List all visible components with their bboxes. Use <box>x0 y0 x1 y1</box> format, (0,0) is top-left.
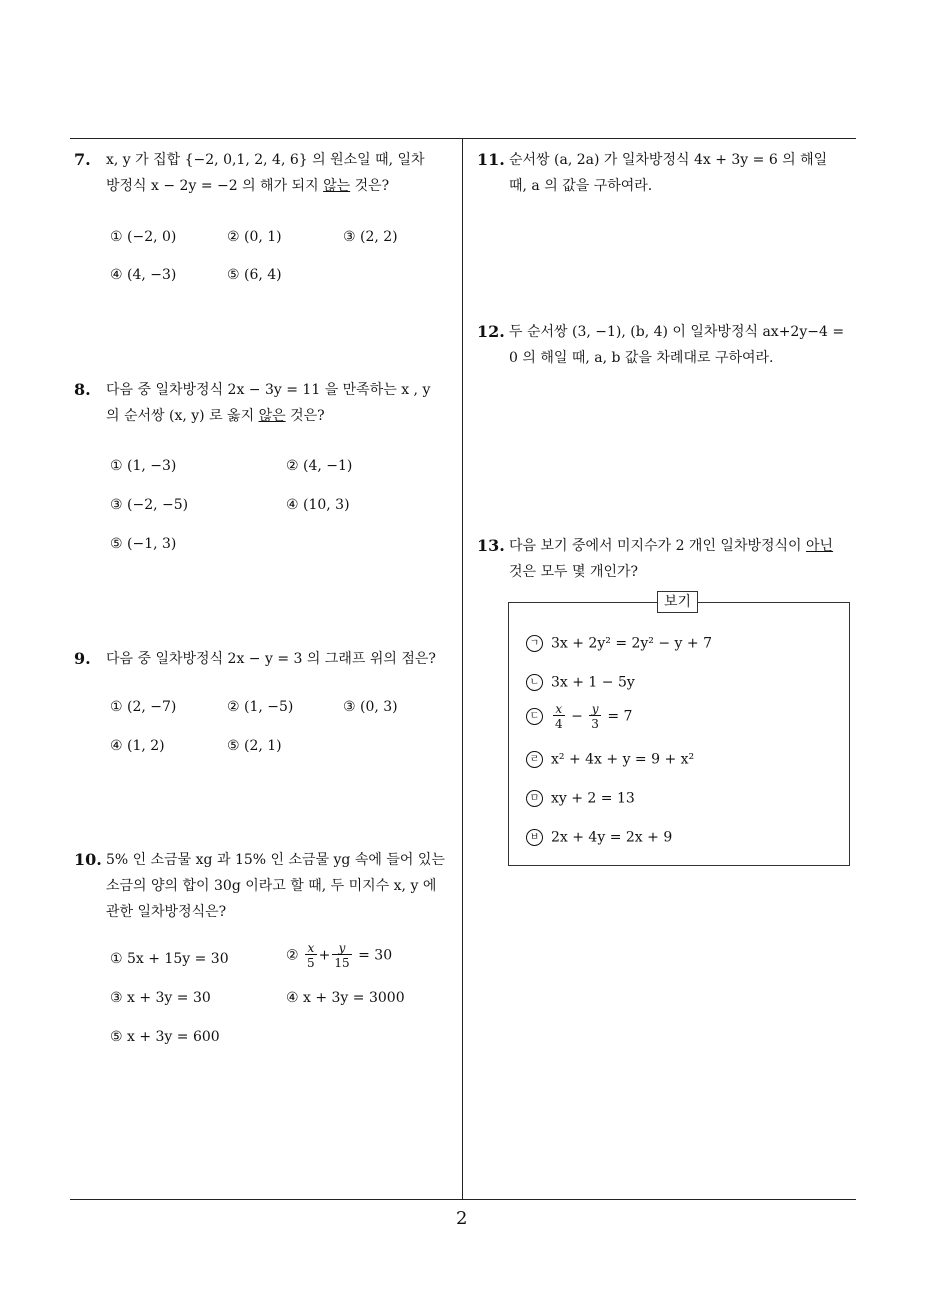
question-number: 8. <box>74 380 91 399</box>
option-5[interactable]: ⑤ (−1, 3) <box>110 536 177 552</box>
circled-mark: ㄱ <box>526 635 543 652</box>
question-number: 10. <box>74 850 102 869</box>
circled-mark: ㄹ <box>526 751 543 768</box>
option-1[interactable]: ① (1, −3) <box>110 458 177 474</box>
fraction: $\frac{x}{5}$ <box>307 941 315 970</box>
option-5[interactable]: ⑤ (2, 1) <box>227 738 282 754</box>
bogi-item-f: ㅂ 2x + 4y = 2x + 9 <box>526 829 672 846</box>
circled-mark: ㅂ <box>526 829 543 846</box>
question-text <box>509 147 861 199</box>
option-5[interactable]: ⑤ (6, 4) <box>227 267 282 283</box>
option-1[interactable]: ① 5x + 15y = 30 <box>110 951 229 967</box>
bogi-item-c: ㄷ $\frac{x}{4}$ − $\frac{y}{3}$ = 7 <box>526 703 632 730</box>
question-line: 순서쌍 (a, 2a) 가 일차방정식 4x + 3y = 6 의 해일 <box>509 152 828 168</box>
question-line: 소금의 양의 합이 30g 이라고 할 때, 두 미지수 x, y 에 <box>106 878 437 894</box>
option-2[interactable]: ② $\frac{x}{5}$ + $\frac{y}{15}$ = 30 <box>286 941 393 970</box>
question-number: 9. <box>74 649 91 668</box>
option-3[interactable]: ③ (0, 3) <box>343 699 398 715</box>
question-line: 관한 일차방정식은? <box>106 904 227 920</box>
circled-mark: ㅁ <box>526 790 543 807</box>
question-number: 13. <box>477 536 505 555</box>
circled-mark: ㄴ <box>526 674 543 691</box>
fraction: $\frac{x}{4}$ <box>555 702 563 731</box>
bogi-item-b: ㄴ 3x + 1 − 5y <box>526 674 635 691</box>
page-number: 2 <box>456 1208 468 1229</box>
fraction: $\frac{y}{15}$ <box>334 941 350 970</box>
question-line: 다음 보기 중에서 미지수가 2 개인 일차방정식이 아닌 <box>509 538 834 554</box>
question-text <box>509 319 861 371</box>
question-number: 11. <box>477 150 505 169</box>
option-3[interactable]: ③ (−2, −5) <box>110 497 189 513</box>
option-4[interactable]: ④ (10, 3) <box>286 497 350 513</box>
option-5[interactable]: ⑤ x + 3y = 600 <box>110 1029 220 1045</box>
option-mark: ② <box>286 947 299 964</box>
option-3[interactable]: ③ (2, 2) <box>343 229 398 245</box>
question-line: 것은 모두 몇 개인가? <box>509 564 639 580</box>
option-4[interactable]: ④ x + 3y = 3000 <box>286 990 405 1006</box>
option-2[interactable]: ② (0, 1) <box>227 229 282 245</box>
question-line: 때, a 의 값을 구하여라. <box>509 178 653 194</box>
option-4[interactable]: ④ (1, 2) <box>110 738 165 754</box>
circled-mark: ㄷ <box>526 708 543 725</box>
bottom-rule <box>70 1199 856 1200</box>
option-1[interactable]: ① (−2, 0) <box>110 229 177 245</box>
question-text <box>106 377 456 429</box>
option-3[interactable]: ③ x + 3y = 30 <box>110 990 211 1006</box>
question-line: 방정식 x − 2y = −2 의 해가 되지 않는 것은? <box>106 178 390 194</box>
question-line: 0 의 해일 때, a, b 값을 차례대로 구하여라. <box>509 350 774 366</box>
option-2[interactable]: ② (4, −1) <box>286 458 353 474</box>
question-number: 12. <box>477 322 505 341</box>
option-4[interactable]: ④ (4, −3) <box>110 267 177 283</box>
bogi-item-a: ㄱ 3x + 2y² = 2y² − y + 7 <box>526 635 712 652</box>
question-line: 다음 중 일차방정식 2x − y = 3 의 그래프 위의 점은? <box>106 651 436 667</box>
question-text <box>106 847 456 925</box>
question-line: x, y 가 집합 {−2, 0,1, 2, 4, 6} 의 원소일 때, 일차 <box>106 152 425 168</box>
option-2[interactable]: ② (1, −5) <box>227 699 294 715</box>
question-line: 두 순서쌍 (3, −1), (b, 4) 이 일차방정식 ax+2y−4 = <box>509 324 845 340</box>
fraction: $\frac{y}{3}$ <box>591 702 599 731</box>
option-1[interactable]: ① (2, −7) <box>110 699 177 715</box>
question-text <box>509 533 861 585</box>
question-number: 7. <box>74 150 91 169</box>
top-rule <box>70 138 856 139</box>
question-line: 의 순서쌍 (x, y) 로 옳지 않은 것은? <box>106 408 325 424</box>
question-line: 다음 중 일차방정식 2x − 3y = 11 을 만족하는 x , y <box>106 382 431 398</box>
bogi-title: 보기 <box>657 591 698 613</box>
question-text <box>106 646 456 672</box>
question-text <box>106 147 456 199</box>
bogi-item-d: ㄹ x² + 4x + y = 9 + x² <box>526 751 694 768</box>
column-divider <box>462 138 463 1200</box>
bogi-item-e: ㅁ xy + 2 = 13 <box>526 790 635 807</box>
question-line: 5% 인 소금물 xg 과 15% 인 소금물 yg 속에 들어 있는 <box>106 852 445 868</box>
